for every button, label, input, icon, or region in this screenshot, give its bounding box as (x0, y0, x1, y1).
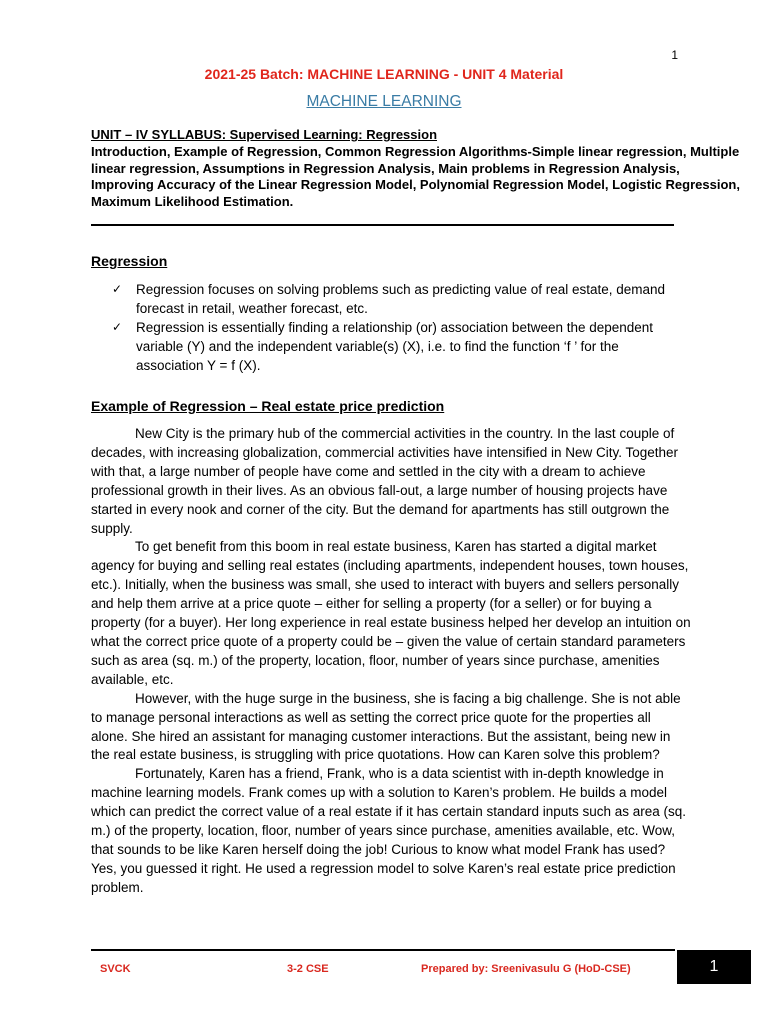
syllabus-heading: UNIT – IV SYLLABUS: Supervised Learning: Regression (91, 127, 438, 142)
footer-page-number: 1 (677, 950, 751, 984)
check-icon: ✓ (112, 320, 123, 334)
example-heading: Example of Regression – Real estate price prediction (91, 398, 445, 414)
header-divider (91, 224, 674, 226)
example-body (91, 425, 691, 898)
page-number-top: 1 (671, 48, 678, 62)
paragraph: Fortunately, Karen has a friend, Frank, who is a data scientist with in-depth knowledge in machine learning models. Frank comes up with a solution to Karen’s problem. He builds a model which can predict the correct value of a real estate if it has certain standard inputs such as area (sq. m.) of the property, location, floor, number of years since purchase, amenities available, etc. Wow, that sounds to be like Karen herself doing the job! Curious to know what model Frank has used? Yes, you guessed it right. He used a regression model to solve Karen’s real estate price prediction problem. (91, 766, 687, 895)
footer-class: 3-2 CSE (287, 963, 329, 975)
regression-bullet-list (112, 280, 682, 375)
footer-college: SVCK (100, 963, 131, 975)
syllabus-topics: Introduction, Example of Regression, Common Regression Algorithms-Simple linear regression, Multiple linear regression, Assumptions in Regression Analysis, Main problems in Regression Analysis, Improving Accuracy of the Linear Regression Model, Polynomial Regression Model, Logistic Regression, Maximum Likelihood Estimation. (91, 143, 740, 210)
bullet-text: Regression is essentially finding a relationship (or) association between the dependent variable (Y) and the independent variable(s) (X), i.e. to find the function ‘f ’ for the association Y = f (X). (136, 320, 654, 373)
bullet-item (112, 318, 682, 375)
paragraph: To get benefit from this boom in real estate business, Karen has started a digital market agency for buying and selling real estates (including apartments, independent houses, town houses, etc.). Initially, when the business was small, she used to interact with buyers and sellers personally and help them arrive at a price quote – either for selling a property (for a seller) or for buying a property (for a buyer). Her long experience in real estate business helped her develop an intuition on what the correct price quote of a property could be – given the value of certain standard parameters such as area (sq. m.) of the property, location, floor, number of years since purchase, amenities available, etc. (91, 539, 691, 687)
paragraph: New City is the primary hub of the commercial activities in the country. In the last couple of decades, with increasing globalization, commercial activities have intensified in New City. Together with that, a large number of people have come and settled in the city with a dream to achieve professional growth in their lives. As an obvious fall-out, a large number of housing projects have started in every nook and corner of the city. But the demand for apartments has still outgrown the supply. (91, 426, 679, 536)
bullet-item (112, 280, 682, 318)
paragraph: However, with the huge surge in the business, she is facing a big challenge. She is not able to manage personal interactions as well as setting the correct price quote for the properties all alone. She hired an assistant for managing customer interactions. But the assistant, being new in the real estate business, is struggling with price quotations. How can Karen solve this problem? (91, 690, 681, 763)
footer-divider (91, 949, 675, 951)
document-title: MACHINE LEARNING (306, 93, 462, 110)
batch-header: 2021-25 Batch: MACHINE LEARNING - UNIT 4 Material (204, 66, 564, 82)
syllabus-block (91, 127, 741, 211)
check-icon: ✓ (112, 282, 123, 296)
regression-heading: Regression (91, 253, 168, 269)
footer-prepared-by: Prepared by: Sreenivasulu G (HoD-CSE) (421, 963, 631, 975)
bullet-text: Regression focuses on solving problems such as predicting value of real estate, demand forecast in retail, weather forecast, etc. (136, 282, 666, 316)
